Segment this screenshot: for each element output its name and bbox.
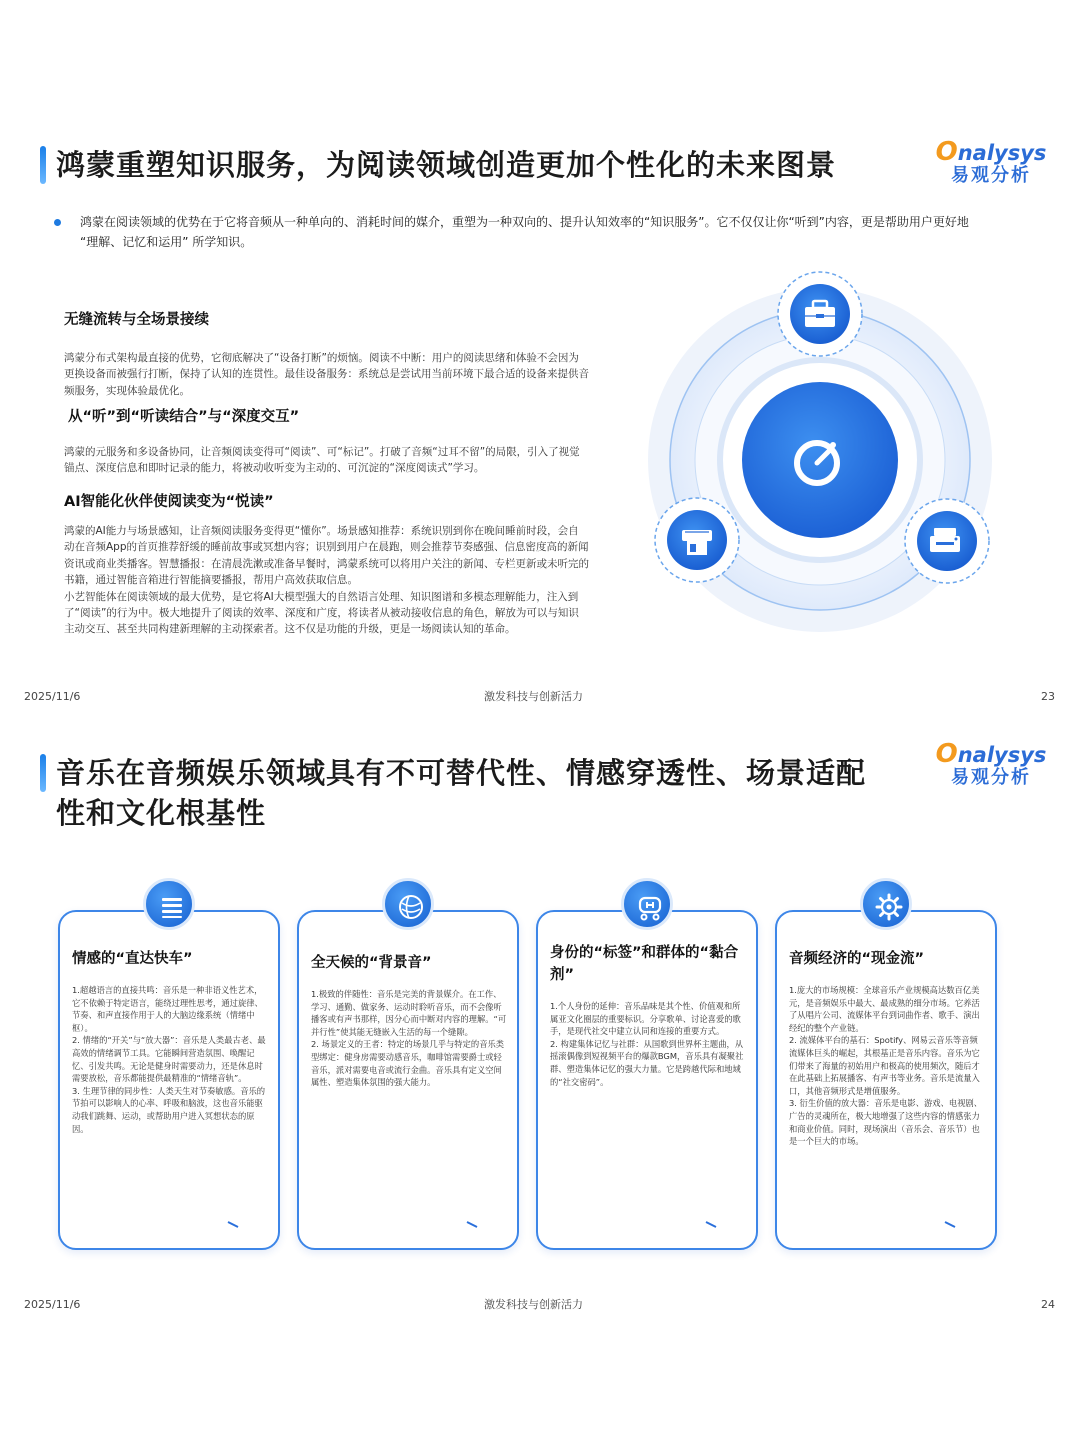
section-body-listen-read: 鸿蒙的元服务和多设备协同，让音频阅读变得可“阅读”、可“标记”。打破了音频“过耳不留”的局限，引入了视觉锚点、深度信息和即时记录的能力，将被动收听变为主动的、可沉淀的“深度阅读式”学习。 — [64, 446, 580, 475]
analysys-logo: Onalysys 易观分析 — [935, 739, 1047, 788]
card-body: 1.超越语言的直接共鸣：音乐是一种非语义性艺术，它不依赖于特定语言，能绕过理性思考，通过旋律、节奏、和声直接作用于人的大脑边缘系统（情绪中枢）。 2. 情绪的“开关”与“放大器”：音乐是人类最古老、最高效的情绪调节工具。它能瞬间营造氛围、唤醒记忆、引发共鸣。无论是健身时需要动力，还是休息时需要放松，音乐都能提供最精准的“情绪音轨”。 3. 生理节律的同步性：人类天生对节奏敏感。音乐的节拍可以影响人的心率、呼吸和脑波，这也音乐能驱动我们跳舞、运动，或帮助用户进入冥想状态的原因。 — [72, 985, 266, 1134]
section-heading-seamless: 无缝流转与全场景接续 — [64, 312, 209, 328]
slide-24 — [0, 720, 1080, 1440]
card-body: 1.庞大的市场规模：全球音乐产业规模高达数百亿美元，是音频娱乐中最大、最成熟的细分市场。它养活了从唱片公司、流媒体平台到词曲作者、歌手、演出经纪的整个产业链。 2. 流媒体平台的基石：Spotify、网易云音乐等音频流媒体巨头的崛起，其根基正是音乐内容。音乐为它们带来了海量的初始用户和极高的使用频次，随后才在此基础上拓展播客、有声书等业务。音乐是流量入口，其他音频形式是增值服务。 3. 衍生价值的放大器：音乐是电影、游戏、电视剧、广告的灵魂所在，极大地增强了这些内容的情感张力和商业价值。同时，现场演出（音乐会、音乐节）也是一个巨大的市场。 — [789, 985, 983, 1147]
section-body-seamless: 鸿蒙分布式架构最直接的优势，它彻底解决了“设备打断”的烦恼。阅读不中断：用户的阅读思绪和体验不会因为更换设备而被强行打断，保持了认知的连贯性。最佳设备服务：系统总是尝试用当前环境下最合适的设备来提供音频服务，实现体验最优化。 — [64, 352, 589, 397]
intro-text: 鸿蒙在阅读领域的优势在于它将音频从一种单向的、消耗时间的媒介，重塑为一种双向的、提升认知效率的“知识服务”。它不仅仅让你“听到”内容，更是帮助用户更好地 “理解、记忆和运用” 所学知识。 — [80, 215, 969, 249]
footer-center: 激发科技与创新活力 — [484, 690, 583, 703]
footer-center: 激发科技与创新活力 — [484, 1298, 583, 1311]
card-body: 1.极致的伴随性：音乐是完美的背景媒介。在工作、学习、通勤、做家务、运动时聆听音乐，而不会像听播客或有声书那样，因分心而中断对内容的理解。“可并行性”使其能无缝嵌入生活的每一个缝隙。 2. 场景定义的王者：特定的场景几乎与特定的音乐类型绑定：健身房需要动感音乐，咖啡馆需要爵士或轻音乐，派对需要电音或流行金曲。音乐具有定义空间属性、塑造集体氛围的强大能力。 — [311, 989, 507, 1088]
page-title: 鸿蒙重塑知识服务，为阅读领域创造更加个性化的未来图景 — [56, 148, 837, 182]
list-icon — [143, 878, 195, 930]
footer-page-number: 24 — [1041, 1298, 1055, 1311]
footer-date: 2025/11/6 — [24, 1298, 81, 1311]
section-body-ai-partner: 鸿蒙的AI能力与场景感知，让音频阅读服务变得更“懂你”。场景感知推荐：系统识别到你在晚间睡前时段，会自动在音频App的首页推荐舒缓的睡前故事或冥想内容；识别到用户在晨跑，则会推荐节奏感强、信息密度高的新闻资讯或商业类播客。智慧播报：在清晨洗漱或准备早餐时，鸿蒙系统可以将用户关注的新闻、专栏更新或未听完的书籍，通过智能音箱进行智能摘要播报，帮用户高效获取信息。 小艺智能体在阅读领域的最大优势，是它将AI大模型强大的自然语言处理、知识图谱和多模态理解能力，注入到了“阅读”的行为中。极大地提升了阅读的效率、深度和广度，将读者从被动接收信息的角色，解放为可以与知识主动交互、甚至共同构建新理解的主动探索者。这不仅是功能的升级，更是一场阅读认知的革命。 — [64, 525, 589, 636]
footer-page-number: 23 — [1041, 690, 1055, 703]
card-background-music — [297, 910, 519, 1250]
harmony-ecosystem-diagram — [640, 270, 1080, 710]
printer-node — [905, 499, 989, 583]
card-title: 音频经济的“现金流” — [789, 951, 925, 967]
section-heading-ai-partner: AI智能化伙伴使阅读变为“悦读” — [64, 494, 274, 510]
section-heading-listen-read: 从“听”到“听读结合”与“深度交互” — [68, 409, 300, 425]
identity-icon — [621, 878, 673, 930]
footer-date: 2025/11/6 — [24, 690, 81, 703]
page-title: 音乐在音频娱乐领域具有不可替代性、情感穿透性、场景适配 性和文化根基性 — [56, 756, 867, 830]
card-title: 身份的“标签”和群体的“黏合剂” — [550, 945, 739, 983]
globe-icon — [382, 878, 434, 930]
card-identity — [536, 910, 758, 1250]
card-title: 全天候的“背景音” — [311, 955, 432, 971]
arrow-icon — [568, 1220, 718, 1230]
arrow-icon — [90, 1220, 240, 1230]
gear-icon — [860, 878, 912, 930]
title-accent-bar — [40, 754, 46, 792]
arrow-icon — [807, 1220, 957, 1230]
arrow-icon — [329, 1220, 479, 1230]
card-title: 情感的“直达快车” — [72, 951, 193, 967]
toolbox-node — [778, 272, 862, 356]
printer-icon — [930, 528, 960, 552]
card-emotion — [58, 910, 280, 1250]
card-body: 1.个人身份的延伸：音乐品味是其个性、价值观和所属亚文化圈层的重要标识。分享歌单、讨论喜爱的歌手，是现代社交中建立认同和连接的重要方式。 2. 构建集体记忆与社群：从国歌到世界杯主题曲，从摇滚偶像到短视频平台的爆款BGM，音乐具有凝聚社群、塑造集体记忆的强大力量。它是跨越代际和地域的“社交密码”。 — [550, 1001, 744, 1087]
card-audio-economy — [775, 910, 997, 1250]
analysys-logo: Onalysys 易观分析 — [935, 137, 1047, 186]
title-accent-bar — [40, 146, 46, 184]
scanner-node — [655, 498, 739, 582]
